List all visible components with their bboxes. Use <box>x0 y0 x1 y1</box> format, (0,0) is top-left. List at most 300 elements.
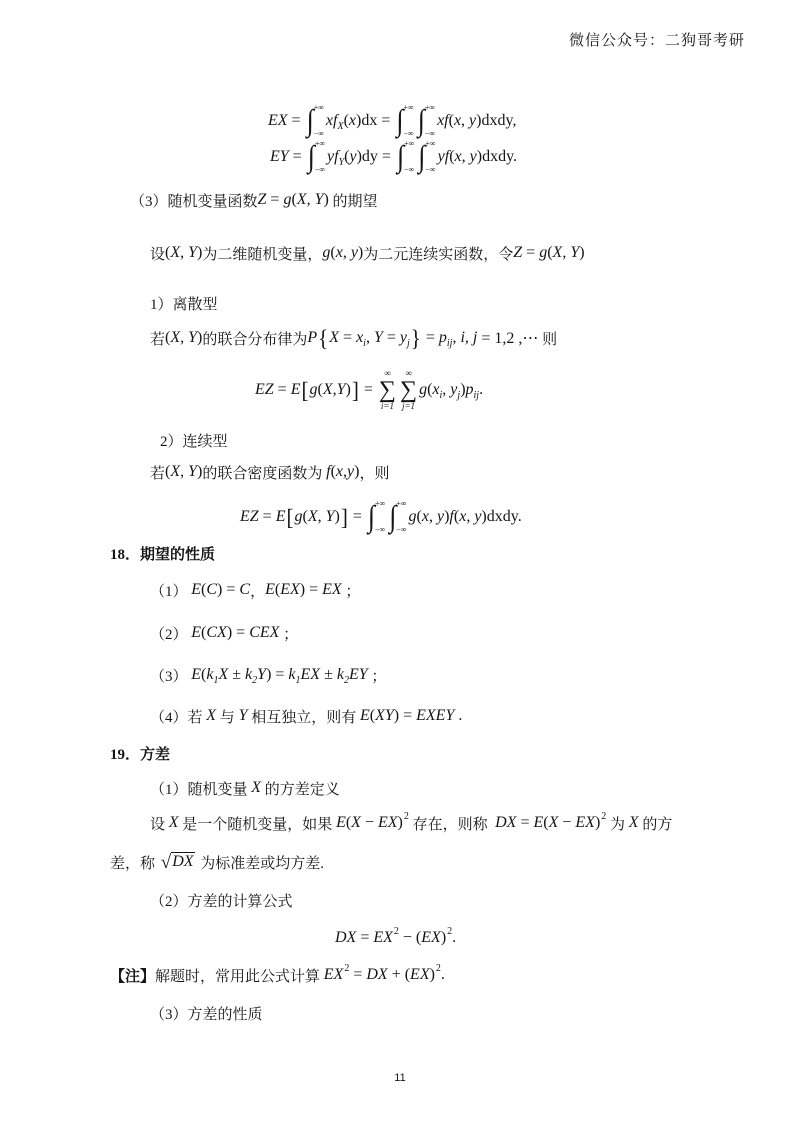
math-roman: , <box>180 329 189 346</box>
math-roman: ) <box>579 244 585 261</box>
math-roman: )dx = <box>356 112 395 129</box>
math-italic: E <box>290 381 301 398</box>
math-roman: ( <box>416 508 422 525</box>
math-roman: ( <box>330 463 336 480</box>
math-roman: ± <box>228 666 246 683</box>
math-roman: ) <box>357 244 364 261</box>
math-italic: x <box>459 508 467 525</box>
math-italic: yf <box>437 148 450 165</box>
text-run: ； <box>341 583 361 600</box>
variance-definition-continued <box>110 850 324 874</box>
subscript: ij <box>473 389 480 401</box>
integral <box>396 103 414 138</box>
math-italic: E <box>265 581 275 598</box>
math-roman: , <box>332 381 337 398</box>
integral-sign: ∫ <box>389 499 397 534</box>
integral-sign: ∫ <box>418 139 426 174</box>
expectation-property-3 <box>150 663 386 687</box>
math-roman: = 1,2 ,⋯ <box>477 330 539 347</box>
section-18-heading <box>110 541 215 565</box>
math-roman: ) = <box>266 666 289 683</box>
math-roman: )dxdy. <box>481 508 522 525</box>
math-italic: g <box>419 381 428 398</box>
text-run: 设 <box>150 246 166 263</box>
superscript: 2 <box>393 925 399 937</box>
math-roman: ) = <box>226 624 250 641</box>
summation-upper-limit: ∞ <box>405 368 412 378</box>
variance-definition <box>150 811 672 835</box>
math-roman: ) <box>440 929 447 946</box>
math-roman: ( <box>427 381 433 398</box>
large-delimiter: { <box>318 324 329 351</box>
continuous-formula <box>240 499 522 535</box>
math-italic: k <box>206 666 214 683</box>
summation-lower-limit: i=1 <box>380 401 394 411</box>
subscript: ij <box>446 337 453 349</box>
bold-text-run: 18．期望的性质 <box>110 546 216 563</box>
integral-upper-limit: +∞ <box>374 499 386 508</box>
variance-properties-title <box>150 1001 263 1025</box>
math-roman: ) <box>397 814 403 831</box>
math-italic: y <box>399 329 407 346</box>
summation-sign: ∑ <box>399 377 418 403</box>
math-italic: x <box>454 148 462 165</box>
math-italic: x <box>348 112 357 129</box>
text-run: 则 <box>538 331 558 348</box>
subscript: i <box>363 337 366 349</box>
discrete-title <box>150 291 218 315</box>
text-run: （4）若 <box>150 709 207 726</box>
math-italic: C <box>239 581 251 598</box>
math-italic: j <box>472 329 478 346</box>
math-roman: = <box>339 329 357 346</box>
math-roman: , <box>365 329 374 346</box>
radicand: DX <box>172 853 194 871</box>
text-run: 相互独立，则有 <box>247 709 360 726</box>
math-roman: , <box>464 329 473 346</box>
math-italic: E <box>533 814 544 831</box>
math-italic: y <box>450 381 458 398</box>
integral-upper-limit: +∞ <box>396 499 407 508</box>
integral-sign: ∫ <box>367 499 375 534</box>
math-italic: EY <box>270 148 289 165</box>
math-roman: ( <box>448 112 454 129</box>
math-italic: Y <box>188 463 198 480</box>
integral-limits <box>395 499 407 534</box>
math-italic: g <box>309 381 318 398</box>
math-italic: DX <box>495 814 517 831</box>
math-italic: Z <box>257 191 267 208</box>
math-roman: ( <box>449 148 455 165</box>
math-italic: yf <box>327 148 339 165</box>
integral-upper-limit: +∞ <box>313 103 324 112</box>
math-roman: , <box>428 508 437 525</box>
expectation-property-4 <box>150 704 462 728</box>
text-run: （3）随机变量函数 <box>130 193 258 210</box>
math-italic: f <box>449 508 454 525</box>
continuous-description <box>150 460 389 484</box>
math-roman: ) <box>594 814 601 831</box>
math-italic: x <box>453 112 462 129</box>
integral-sign: ∫ <box>396 139 405 174</box>
math-roman: ) <box>429 966 435 983</box>
summation-lower-limit: j=1 <box>401 401 416 411</box>
math-roman: ) = <box>299 581 323 598</box>
math-roman: ) <box>334 508 340 525</box>
math-italic: Y <box>373 329 383 346</box>
math-italic: X <box>251 779 262 796</box>
math-roman: . <box>440 966 445 983</box>
math-italic: i <box>460 329 465 346</box>
math-roman: = <box>349 966 367 983</box>
math-italic: p <box>438 329 447 346</box>
math-roman: ) <box>345 381 351 398</box>
large-delimiter: ] <box>340 503 348 530</box>
math-roman: ( <box>345 814 352 831</box>
radical-sign: √ <box>160 851 172 873</box>
page-number: 11 <box>394 1072 406 1084</box>
text-run: 差，称 <box>110 855 159 872</box>
integral-limits <box>424 103 436 138</box>
integral-lower-limit: −∞ <box>403 129 414 138</box>
subscript: 1 <box>213 674 219 686</box>
math-roman: = <box>356 929 374 946</box>
text-run: 是一个随机变量，如果 <box>178 816 337 833</box>
math-italic: y <box>436 508 445 525</box>
math-italic: EX <box>377 814 398 831</box>
math-roman: ( <box>343 112 349 129</box>
text-run: 的方差定义 <box>261 781 340 798</box>
subscript: Y <box>338 156 345 168</box>
math-italic: E <box>275 508 286 525</box>
math-roman: , <box>180 463 189 480</box>
subscript: 1 <box>295 674 301 686</box>
square-root <box>161 852 195 871</box>
integral <box>418 139 436 174</box>
integral-lower-limit: −∞ <box>396 525 407 534</box>
math-italic: Y <box>238 707 248 724</box>
math-italic: Z <box>513 244 523 261</box>
math-italic: x <box>421 508 429 525</box>
math-italic: g <box>294 508 303 525</box>
math-roman: ± <box>320 666 337 683</box>
math-italic: DX <box>366 966 388 983</box>
math-roman: ( <box>291 191 297 208</box>
math-italic: EX <box>373 929 393 946</box>
math-roman: . <box>454 707 463 724</box>
math-roman: = <box>348 508 366 525</box>
math-italic: g <box>408 508 417 525</box>
math-roman: , <box>442 381 451 398</box>
text-run: 的方 <box>638 816 673 833</box>
math-italic: Y <box>257 666 267 683</box>
text-run: 的联合密度函数为 <box>202 465 327 482</box>
math-roman: )dxdy, <box>476 112 517 129</box>
math-roman: , <box>452 329 461 346</box>
math-italic: X <box>628 814 639 831</box>
math-roman: . <box>452 929 457 946</box>
math-italic: k <box>245 666 253 683</box>
summation-upper-limit: ∞ <box>384 368 391 378</box>
text-run: （3） <box>150 668 192 685</box>
integral-limits <box>424 139 436 174</box>
text-run: 存在，则称 <box>408 816 496 833</box>
math-italic: EXEY <box>416 707 455 724</box>
text-run: ； <box>279 626 299 643</box>
math-italic: P <box>307 329 318 346</box>
math-roman: = <box>382 329 400 346</box>
math-roman: ( <box>543 814 549 831</box>
large-delimiter: [ <box>286 503 294 530</box>
math-italic: X <box>218 666 229 683</box>
math-italic: k <box>336 666 344 683</box>
text-run: ； <box>367 668 387 685</box>
variance-formula-title <box>150 888 293 912</box>
integral-lower-limit: −∞ <box>374 525 386 534</box>
math-roman: , <box>342 244 351 261</box>
integral-sign: ∫ <box>396 103 404 138</box>
math-roman: − <box>558 814 576 831</box>
math-roman: . <box>479 381 484 398</box>
continuous-title <box>160 428 228 452</box>
subscript: 2 <box>252 674 258 686</box>
integral-upper-limit: +∞ <box>404 139 415 148</box>
math-roman: ( <box>201 666 207 683</box>
math-italic: X <box>296 191 307 208</box>
math-roman: ) <box>354 463 360 480</box>
math-roman: ( <box>165 463 171 480</box>
math-italic: E <box>191 624 202 641</box>
summation <box>400 369 417 411</box>
math-italic: y <box>349 148 357 165</box>
math-roman: = <box>287 112 305 129</box>
math-italic: x <box>335 463 344 480</box>
math-italic: EX <box>300 666 321 683</box>
math-roman: ( <box>302 508 308 525</box>
discrete-description <box>150 326 557 350</box>
math-roman: ) <box>323 191 329 208</box>
math-roman: ( <box>201 624 207 641</box>
math-italic: xf <box>325 112 338 129</box>
math-roman: − ( <box>398 929 422 946</box>
math-italic: EX <box>322 581 342 598</box>
math-italic: X <box>170 463 181 480</box>
math-italic: k <box>288 666 296 683</box>
math-italic: Y <box>188 244 198 261</box>
text-run: 设 <box>150 816 169 833</box>
subscript: j <box>457 389 461 401</box>
math-italic: EX <box>280 581 300 598</box>
ex-formula <box>268 103 516 139</box>
math-italic: X <box>552 244 563 261</box>
integral <box>367 499 386 534</box>
math-italic: X <box>170 244 181 261</box>
integral-upper-limit: +∞ <box>425 139 436 148</box>
text-run: 的联合分布律为 <box>202 331 308 348</box>
math-italic: p <box>465 381 474 398</box>
math-italic: x <box>356 329 364 346</box>
math-roman: ) <box>444 508 450 525</box>
math-roman: = <box>288 148 306 165</box>
math-italic: X <box>548 814 559 831</box>
math-italic: EX <box>575 814 595 831</box>
text-run: 为标准差或均方差. <box>196 855 325 872</box>
math-roman: ( <box>317 381 323 398</box>
integral-limits <box>403 139 415 174</box>
item3-title <box>130 188 378 212</box>
superscript: 2 <box>435 962 441 974</box>
math-italic: Y <box>336 381 346 398</box>
integral-limits <box>314 139 326 174</box>
math-italic: CX <box>206 624 227 641</box>
math-italic: X <box>322 381 333 398</box>
math-italic: y <box>469 148 477 165</box>
math-italic: EY <box>348 666 368 683</box>
wechat-account-header: 微信公众号：二狗哥考研 <box>568 33 745 49</box>
math-italic: EX <box>268 112 288 129</box>
bold-text-run: 【注】 <box>110 968 156 985</box>
math-roman: , <box>562 244 571 261</box>
integral-lower-limit: −∞ <box>313 129 324 138</box>
math-italic: EX <box>421 929 441 946</box>
text-run: （2） <box>150 626 192 643</box>
math-italic: g <box>539 244 548 261</box>
integral <box>306 103 325 138</box>
subscript: 2 <box>343 674 349 686</box>
math-italic: Y <box>570 244 580 261</box>
ey-formula <box>270 139 517 175</box>
math-roman: ) <box>460 381 466 398</box>
math-italic: f <box>326 463 331 480</box>
summation-sign: ∑ <box>378 377 396 403</box>
math-italic: E <box>359 707 370 724</box>
text-run: ，则 <box>359 465 390 482</box>
text-run: 与 <box>216 709 239 726</box>
text-run: 解题时，常用此公式计算 <box>155 968 324 985</box>
text-run: 若 <box>150 331 166 348</box>
math-roman: ) = <box>217 581 240 598</box>
math-italic: g <box>283 191 292 208</box>
text-run: 若 <box>150 465 166 482</box>
text-run: 为 <box>606 816 629 833</box>
integral-sign: ∫ <box>417 103 425 138</box>
math-roman: ) = <box>393 707 417 724</box>
math-roman: )dy = <box>356 148 395 165</box>
math-italic: X <box>307 508 318 525</box>
math-italic: X <box>170 329 181 346</box>
math-roman: − <box>360 814 378 831</box>
integral-lower-limit: −∞ <box>424 129 436 138</box>
math-roman: = <box>522 244 540 261</box>
text-run: （1）随机变量 <box>150 781 252 798</box>
math-italic: X <box>351 814 361 831</box>
math-roman: ( <box>165 244 171 261</box>
math-roman: ( <box>547 244 553 261</box>
note-paragraph <box>110 963 445 987</box>
math-roman: , <box>180 244 189 261</box>
integral <box>307 139 326 174</box>
integral-upper-limit: +∞ <box>314 139 326 148</box>
math-roman: ( <box>201 581 207 598</box>
integral-lower-limit: −∞ <box>314 165 326 174</box>
math-italic: Y <box>325 508 335 525</box>
math-italic: EZ <box>255 381 274 398</box>
integral-lower-limit: −∞ <box>404 165 415 174</box>
text-run: ， <box>250 583 266 600</box>
text-run: 2）连续型 <box>160 433 228 450</box>
math-roman: )dxdy. <box>476 148 518 165</box>
math-italic: x <box>335 244 343 261</box>
integral-upper-limit: +∞ <box>424 103 436 112</box>
variance-definition-title <box>150 776 340 800</box>
text-run: 1）离散型 <box>150 296 218 313</box>
math-roman: = <box>266 191 284 208</box>
math-italic: g <box>322 244 331 261</box>
superscript: 2 <box>344 962 350 974</box>
math-italic: X <box>329 329 340 346</box>
bold-text-run: 19．方差 <box>110 746 171 763</box>
math-roman: + ( <box>387 966 411 983</box>
math-roman: ) <box>197 463 203 480</box>
math-roman: , <box>461 148 470 165</box>
integral-limits <box>374 499 386 534</box>
math-roman: ( <box>330 244 336 261</box>
math-italic: CEX <box>249 624 280 641</box>
summation <box>379 369 396 411</box>
integral-sign: ∫ <box>307 139 315 174</box>
superscript: 2 <box>403 810 409 822</box>
math-italic: E <box>336 814 346 831</box>
math-italic: y <box>350 244 358 261</box>
setup-paragraph <box>150 241 585 265</box>
math-italic: C <box>206 581 218 598</box>
integral <box>389 499 407 534</box>
math-italic: Y <box>188 329 198 346</box>
text-run: （2）方差的计算公式 <box>150 893 293 910</box>
superscript: 2 <box>447 925 453 937</box>
math-italic: Y <box>314 191 324 208</box>
math-italic: x <box>432 381 440 398</box>
math-roman: = <box>516 814 534 831</box>
math-italic: DX <box>335 929 357 946</box>
math-italic: EZ <box>240 508 259 525</box>
discrete-formula <box>255 368 483 412</box>
integral-lower-limit: −∞ <box>425 165 436 174</box>
math-roman: = <box>273 381 291 398</box>
math-italic: y <box>469 112 477 129</box>
subscript: j <box>407 337 410 349</box>
text-run: 的期望 <box>328 193 378 210</box>
math-roman: = <box>421 329 439 346</box>
expectation-property-2 <box>150 621 298 645</box>
integral-limits <box>403 103 415 138</box>
math-roman: ( <box>369 707 376 724</box>
math-roman: , <box>461 112 470 129</box>
variance-formula <box>335 926 456 950</box>
math-italic: E <box>191 666 202 683</box>
integral <box>417 103 436 138</box>
math-italic: XY <box>375 707 394 724</box>
large-delimiter: } <box>410 324 421 351</box>
math-roman: ) <box>197 329 203 346</box>
text-run: （1） <box>150 583 192 600</box>
math-italic: EX <box>410 966 430 983</box>
math-italic: X <box>206 707 217 724</box>
text-run: 为二维随机变量， <box>202 246 323 263</box>
integral-upper-limit: +∞ <box>403 103 414 112</box>
math-roman: , <box>466 508 475 525</box>
math-roman: , <box>343 463 348 480</box>
